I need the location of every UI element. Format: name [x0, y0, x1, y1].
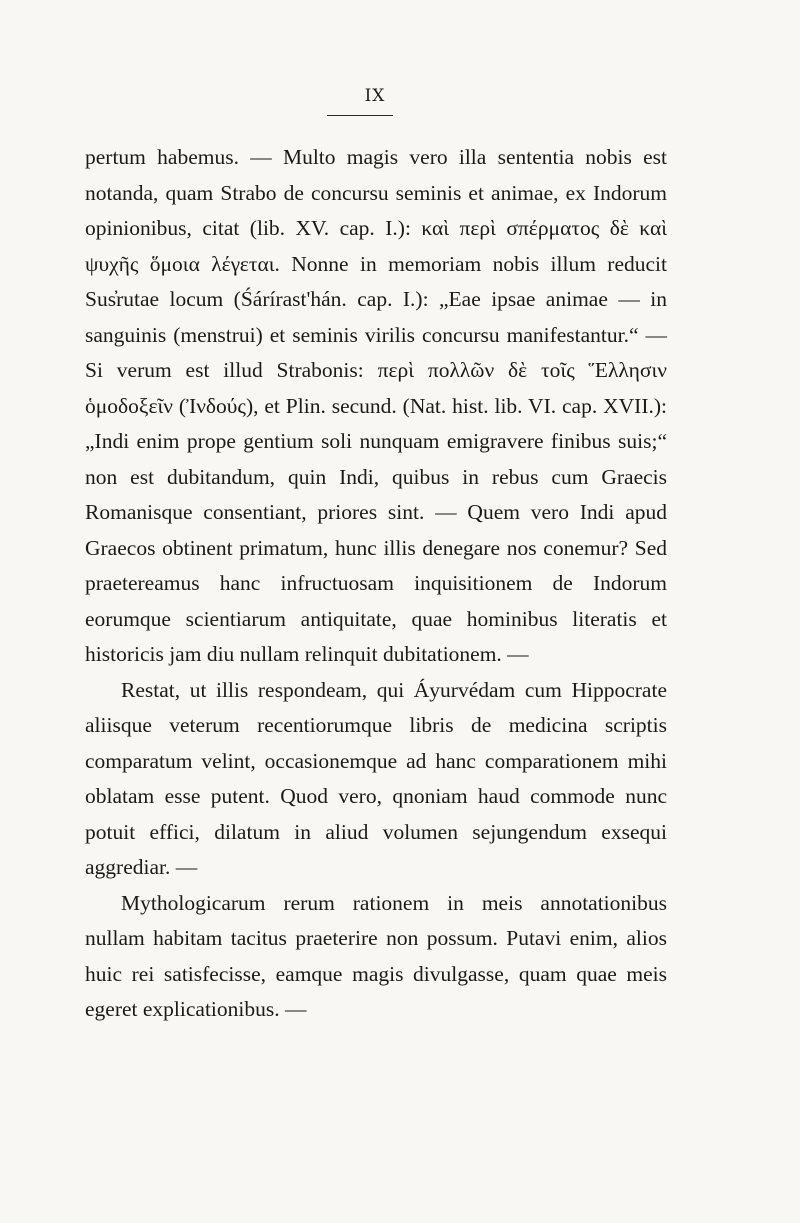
- paragraph-2: Restat, ut illis respondeam, qui Áyurvédam cum Hippocrate aliisque veterum recentiorumque libris de medicina scriptis comparatum velint, occasionemque ad hanc comparationem mihi oblatam esse putent. Quod vero, qnoniam haud commode nunc potuit effici, dilatum in aliud volumen sejungendum exsequi aggrediar. —: [85, 677, 667, 879]
- paragraph-3: Mythologicarum rerum rationem in meis annotationibus nullam habitam tacitus praeterire non possum. Putavi enim, alios huic rei satisfecisse, eamque magis divulgasse, quam quae meis egeret explicationibus. —: [85, 890, 667, 1021]
- body-text: [85, 140, 667, 1028]
- paragraph-1: pertum habemus. — Multo magis vero illa sententia nobis est notanda, quam Strabo de concursu seminis et animae, ex Indorum opinionibus, citat (lib. XV. cap. I.): καὶ περὶ σπέρματος δὲ καὶ ψυχῆς ὅμοια λέγεται. Nonne in memoriam nobis illum reducit Sus̓rutae locum (Śárírast'hán. cap. I.): „Eae ipsae animae — in sanguinis (menstrui) et seminis virilis concursu manifestantur.“ — Si verum est illud Strabonis: περὶ πολλῶν δὲ τοῖς Ἕλλησιν ὁμοδοξεῖν (Ἰνδούς), et Plin. secund. (Nat. hist. lib. VI. cap. XVII.): „Indi enim prope gentium soli nunquam emigravere finibus suis;“ non est dubitandum, quin Indi, quibus in rebus cum Graecis Romanisque consentiant, priores sint. — Quem vero Indi apud Graecos obtinent primatum, hunc illis denegare nos conemur? Sed praetereamus hanc infructuosam inquisitionem de Indorum eorumque scientiarum antiquitate, quae hominibus literatis et historicis jam diu nullam relinquit dubitationem. —: [85, 145, 667, 666]
- header-rule: [327, 115, 393, 116]
- page-number: IX: [364, 86, 386, 106]
